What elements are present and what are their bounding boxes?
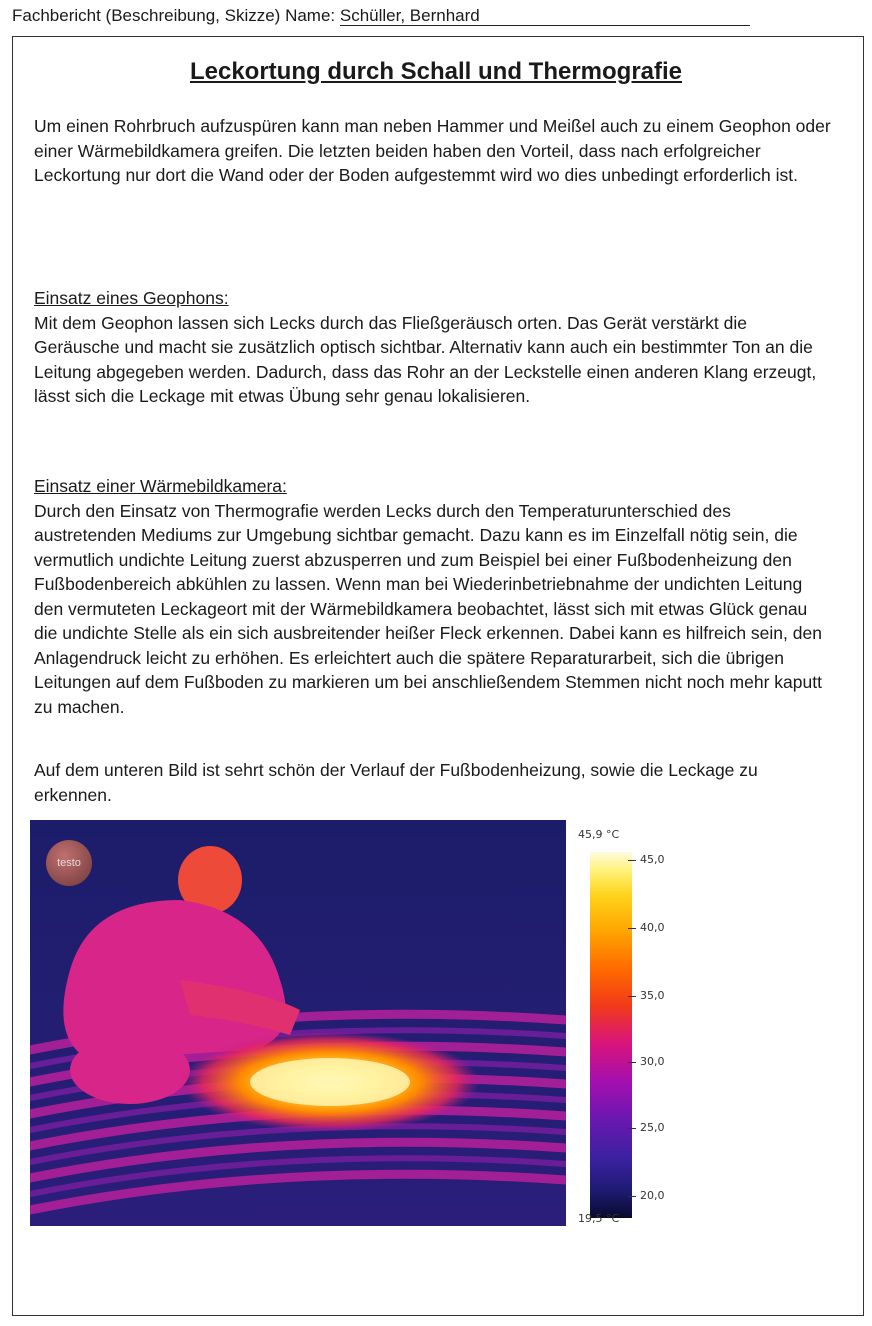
scale-max-label: 45,9 °C (578, 828, 620, 841)
section-geophon-body: Mit dem Geophon lassen sich Lecks durch das Fließgeräusch orten. Das Gerät verstärkt die Geräusche und macht sie zusätzlich optisch sichtbar. Alternativ kann auch ein bestimmter Ton an die Leitung abgegeben werden. Dadurch, dass das Rohr an der Leckstelle einen anderen Klang erzeugt, lässt sich die Leckage mit etwas Übung sehr genau lokalisieren. (34, 312, 817, 406)
author-name: Schüller, Bernhard (339, 6, 480, 25)
scale-tick (628, 860, 636, 861)
scale-tick (628, 1128, 636, 1129)
section-thermography-body: Durch den Einsatz von Thermografie werden Lecks durch den Temperaturunterschied des austretenden Mediums zur Umgebung sichtbar gemacht. Dazu kann es im Einzelfall nötig sein, die vermutlich undichte Leitung zuerst abzusperren und zum Beispiel bei einer Fußbodenheizung den Fußbodenbereich abkühlen zu lassen. Wenn man bei Wiederinbetriebnahme der undichten Leitung den vermuteten Leckageort mit der Wärmebildkamera beobachtet, lässt sich mit etwas Glück genau die undichte Stelle als ein sich ausbreitender heißer Fleck erkennen. Dabei kann es hilfreich sein, den Anlagendruck leicht zu erhöhen. Es erleichtert auch die spätere Reparaturarbeit, sich die übrigen Leitungen auf dem Fußboden zu markieren um bei anschließendem Stemmen nicht noch mehr kaputt zu machen. (34, 500, 822, 717)
scale-tick (628, 1196, 636, 1197)
report-header (12, 4, 812, 28)
scale-tick (628, 1062, 636, 1063)
scale-tick-label: 45,0 (640, 853, 665, 866)
temperature-scale (572, 820, 682, 1230)
scale-tick-label: 30,0 (640, 1055, 665, 1068)
section-thermography-heading: Einsatz einer Wärmebildkamera: (34, 476, 287, 496)
header-label: Fachbericht (Beschreibung, Skizze) Name: (12, 6, 336, 25)
scale-tick (628, 996, 636, 997)
thermal-image (30, 820, 566, 1226)
color-scale-bar (590, 852, 632, 1218)
name-field (340, 7, 750, 26)
scale-tick-label: 20,0 (640, 1189, 665, 1202)
section-thermography (34, 474, 834, 719)
scale-tick-label: 40,0 (640, 921, 665, 934)
document-title: Leckortung durch Schall und Thermografie (189, 58, 683, 85)
section-geophon-heading: Einsatz eines Geophons: (34, 288, 229, 308)
thermal-image-graphic (30, 820, 566, 1226)
scale-min-label: 19,5 °C (578, 1212, 620, 1225)
closing-paragraph: Auf dem unteren Bild ist sehrt schön der Verlauf der Fußbodenheizung, sowie die Leckage zu erkennen. (34, 760, 758, 805)
camera-logo: testo (46, 840, 92, 886)
intro-paragraph: Um einen Rohrbruch aufzuspüren kann man neben Hammer und Meißel auch zu einem Geophon oder einer Wärmebildkamera greifen. Die letzten beiden haben den Vorteil, dass nach erfolgreicher Leckortung nur dort die Wand oder der Boden aufgestemmt wird wo dies unbedingt erforderlich ist. (34, 116, 831, 185)
section-geophon (34, 286, 834, 409)
scale-tick (628, 928, 636, 929)
scale-tick-label: 25,0 (640, 1121, 665, 1134)
scale-tick-label: 35,0 (640, 989, 665, 1002)
